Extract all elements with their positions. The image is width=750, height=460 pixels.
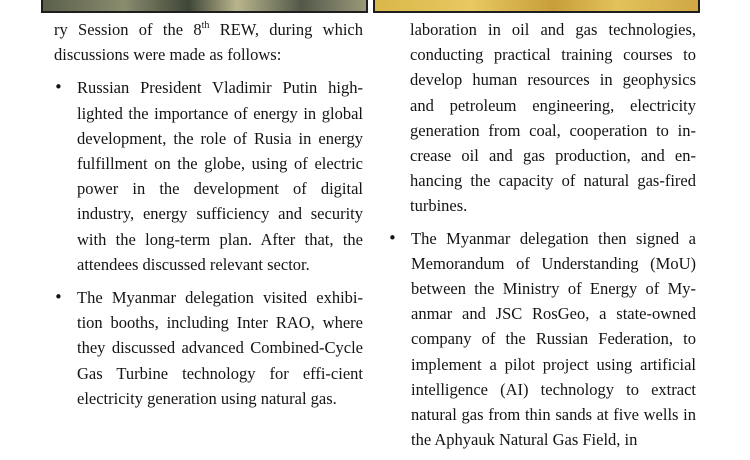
ordinal-suffix: th	[201, 20, 210, 31]
photo-left	[41, 0, 368, 13]
bullet-mou-signing: • The Myanmar delegation then signed a Memorandum of Understanding (MoU) between the Ministry of Energy of My-anmar and JSC RosGeo, a state-owned company of the Russian Federation, to implement a pilot project using artificial intelligence (AI) technology to extract natural gas from thin sands at five wells in the Aphyauk Natural Gas Field, in	[388, 226, 696, 453]
photo-right	[373, 0, 700, 13]
intro-text-end: REW, during which discussions were made as follows:	[54, 20, 363, 65]
intro-text-start: ry Session of the 8	[54, 20, 202, 39]
left-bullet-list	[54, 75, 363, 411]
right-column	[388, 17, 696, 452]
right-bullet-list	[388, 226, 696, 453]
continuation-paragraph: laboration in oil and gas technologies, conducting practical training courses to develop human resources in geophysics and petroleum engineering, electricity generation from coal, cooperation to in-crease oil and gas production, and en-hancing the capacity of natural gas-fired turbines.	[410, 20, 696, 216]
bullet-putin-remarks: • Russian President Vladimir Putin high-lighted the importance of energy in global development, the role of Rusia in energy fulfillment on the globe, using of electric power in the development of digital industry, energy sufficiency and security with the long-term plan. After that, the attendees discussed relevant sector.	[54, 75, 363, 277]
left-column	[54, 17, 363, 411]
intro-paragraph	[54, 17, 363, 67]
bullet-exhibition-visit: • The Myanmar delegation visited exhibi-tion booths, including Inter RAO, where they discussed advanced Combined-Cycle Gas Turbine technology for effi-cient electricity generation using natural gas.	[54, 285, 363, 411]
